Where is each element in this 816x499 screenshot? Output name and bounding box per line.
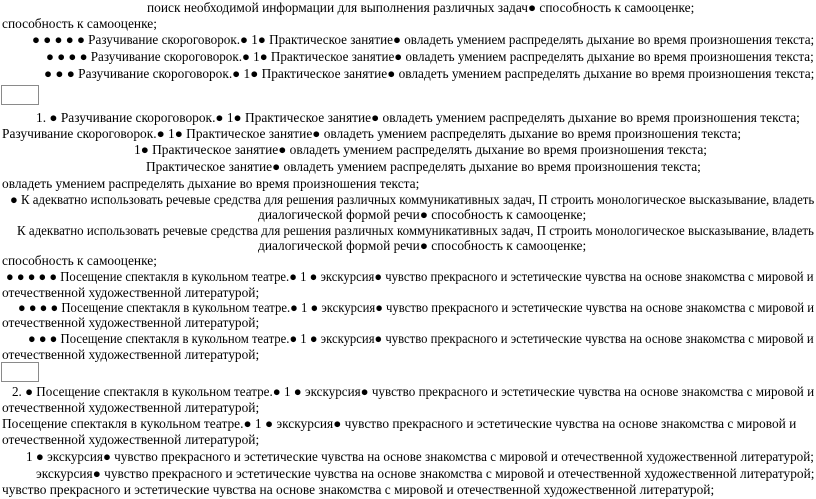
- empty-cell-box: [1, 85, 39, 105]
- text-line: К адекватно использовать речевые средства для решения различных коммуникативных задач, П строить монологическое высказывание, владеть: [17, 223, 814, 238]
- text-line: ● ● ● ● Разучивание скороговорок.● 1● Практическое занятие● овладеть умением распределять дыхание во время произношения текста;: [46, 49, 814, 64]
- text-line: отечественной художественной литературой;: [2, 285, 260, 300]
- text-line: овладеть умением распределять дыхание во время произношения текста;: [2, 176, 420, 191]
- text-line: ● ● ● ● ● Посещение спектакля в кукольном театре.● 1 ● экскурсия● чувство прекрасного и эстетические чувства на основе знакомства с мировой и: [6, 269, 814, 284]
- text-line: экскурсия● чувство прекрасного и эстетические чувства на основе знакомства с мировой и отечественной художественной литературой;: [36, 466, 815, 481]
- text-line: отечественной художественной литературой;: [2, 432, 260, 447]
- text-line: Посещение спектакля в кукольном театре.● 1 ● экскурсия● чувство прекрасного и эстетические чувства на основе знакомства с мировой и: [2, 416, 797, 431]
- text-line: ● ● ● ● Посещение спектакля в кукольном театре.● 1 ● экскурсия● чувство прекрасного и эстетические чувства на основе знакомства с мировой и: [18, 300, 815, 315]
- text-line: отечественной художественной литературой;: [2, 315, 260, 330]
- text-line: 1. ● Разучивание скороговорок.● 1● Практическое занятие● овладеть умением распределять дыхание во время произношения текста;: [36, 110, 800, 125]
- text-line: Практическое занятие● овладеть умением распределять дыхание во время произношения текста;: [146, 159, 701, 174]
- text-line: способность к самооценке;: [2, 16, 157, 31]
- text-line: 1 ● экскурсия● чувство прекрасного и эстетические чувства на основе знакомства с мировой и отечественной художественной литературой;: [26, 449, 814, 464]
- text-line: отечественной художественной литературой;: [2, 400, 260, 415]
- text-line: чувство прекрасного и эстетические чувства на основе знакомства с мировой и отечественной художественной литературой;: [2, 482, 715, 497]
- text-line: способность к самооценке;: [2, 253, 157, 268]
- text-line: ● ● ● ● ● Разучивание скороговорок.● 1● Практическое занятие● овладеть умением распределять дыхание во время произношения текста;: [32, 32, 815, 47]
- text-line: 1● Практическое занятие● овладеть умением распределять дыхание во время произношения текста;: [134, 142, 708, 157]
- text-line: диалогической формой речи● способность к самооценке;: [258, 238, 587, 253]
- text-line: диалогической формой речи● способность к самооценке;: [258, 207, 587, 222]
- text-line: 2. ● Посещение спектакля в кукольном театре.● 1 ● экскурсия● чувство прекрасного и эстетические чувства на основе знакомства с мировой и: [12, 384, 815, 399]
- text-line: ● К адекватно использовать речевые средства для решения различных коммуникативных задач, П строить монологическое высказывание, владеть: [10, 192, 815, 207]
- empty-cell-box: [1, 362, 39, 382]
- text-line: поиск необходимой информации для выполнения различных задач● способность к самооценке;: [147, 0, 695, 15]
- text-line: ● ● ● Разучивание скороговорок.● 1● Практическое занятие● овладеть умением распределять дыхание во время произношения текста;: [44, 66, 815, 81]
- text-line: Разучивание скороговорок.● 1● Практическое занятие● овладеть умением распределять дыхание во время произношения текста;: [2, 126, 742, 141]
- text-line: отечественной художественной литературой;: [2, 347, 260, 362]
- text-line: ● ● ● Посещение спектакля в кукольном театре.● 1 ● экскурсия● чувство прекрасного и эстетические чувства на основе знакомства с мировой и: [28, 331, 814, 346]
